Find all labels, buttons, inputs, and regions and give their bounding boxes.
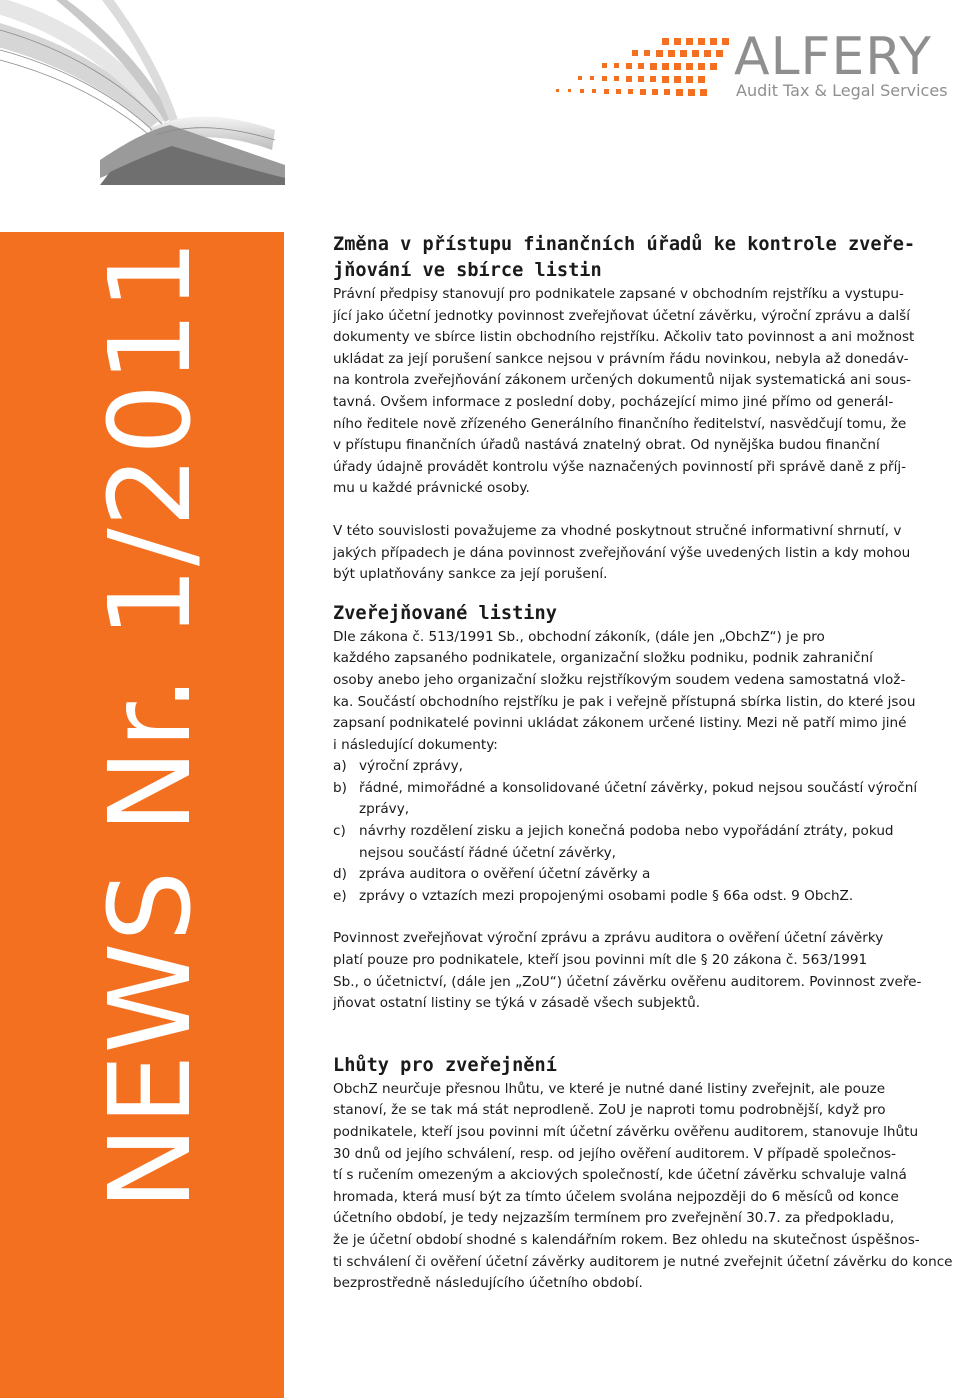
list-marker: c) <box>333 823 346 840</box>
logo-dot-pattern <box>550 30 730 105</box>
list-marker: a) <box>333 758 347 775</box>
text-line: Sb., o účetnictví, (dále jen „ZoU“) účetní závěrku ověřenu auditorem. Povinnost zveře- <box>333 973 922 990</box>
list-item-continuation: nejsou součástí řádné účetní závěrky, <box>359 844 616 861</box>
contact-fax: Fax: +420 221 111 788 <box>774 1318 930 1334</box>
text-line: V této souvislosti považujeme za vhodné poskytnout stručné informativní shrnutí, v <box>333 522 902 539</box>
intro-paragraph <box>333 284 948 500</box>
summary-paragraph <box>333 521 948 586</box>
text-line: bezprostředně následujícího účetního období. <box>333 1275 643 1292</box>
text-line: 30 dnů od jejího schválení, resp. od jejího ověření auditorem. V případě společnos- <box>333 1145 897 1162</box>
text-line: hromada, která musí být za tímto účelem svolána nejpozději do 6 měsíců od konce <box>333 1188 899 1205</box>
text-line: tavná. Ovšem informace z poslední doby, pocházející mimo jiné přímo od generál- <box>333 393 894 410</box>
text-line: v přístupu finančních úřadů nastává znatelný obrat. Od nynějška budou finanční <box>333 437 880 454</box>
list-item <box>333 864 948 886</box>
list-item <box>333 886 948 908</box>
text-line: úřady údajně provádět kontrolu výše naznačených povinností při správě daně z příj- <box>333 458 907 475</box>
section-heading-deadlines: Lhůty pro zveřejnění <box>333 1054 557 1076</box>
text-line: na kontrola zveřejňování zákonem určených dokumentů nijak systematická ani sous- <box>333 372 912 389</box>
list-item-text: výroční zprávy, <box>359 758 463 775</box>
list-item-text: řádné, mimořádné a konsolidované účetní závěrky, pokud nejsou součástí výroční <box>359 779 918 796</box>
list-item <box>333 756 948 778</box>
list-marker: b) <box>333 779 347 796</box>
text-line: ka. Součástí obchodního rejstříku je pak i veřejně přístupná sbírka listin, do které jsou <box>333 693 916 710</box>
text-line: účetního období, je tedy nejzazším termínem pro zveřejnění 30.7. za předpokladu, <box>333 1210 895 1227</box>
text-line: být uplatňovány sankce za její porušení. <box>333 566 608 583</box>
article-title-line: Změna v přístupu finančních úřadů ke kontrole zveře- <box>333 234 916 255</box>
article <box>333 232 953 1295</box>
article-title <box>333 232 948 284</box>
text-line: Dle zákona č. 513/1991 Sb., obchodní zákoník, (dále jen „ObchZ“) je pro <box>333 628 825 645</box>
text-line: zapsaní podnikatelé povinni ukládat zákonem určené listiny. Mezi ně patří mimo jiné <box>333 715 907 732</box>
text-line: jakých případech je dána povinnost zveřejňování výše uvedených listin a kdy mohou <box>333 544 911 561</box>
brand-name: ALFERY <box>734 27 932 87</box>
text-line: jňovat ostatní listiny se týká v zásadě všech subjektů. <box>333 995 701 1012</box>
contact-email[interactable]: E-mail: info@alferypartner.com <box>724 1338 930 1354</box>
section2-paragraph <box>333 1079 953 1295</box>
alfery-logo <box>550 27 955 105</box>
text-line: i následující dokumenty: <box>333 736 498 753</box>
text-line: osoby anebo jeho organizační složku rejstříkovým soudem vedena samostatná vlož- <box>333 671 906 688</box>
list-item-text: zpráva auditora o ověření účetní závěrky a <box>359 866 651 883</box>
list-marker: e) <box>333 887 347 904</box>
text-line: dokumenty ve sbírce listin obchodního rejstříku. Ačkoliv tato povinnost a ani možnost <box>333 329 915 346</box>
brand-tagline: Audit Tax & Legal Services <box>736 81 948 100</box>
document-list <box>333 756 948 907</box>
newsletter-issue-title: NEWS Nr. 1/2011 <box>86 238 216 1210</box>
text-line: platí pouze pro podnikatele, kteří jsou povinni mít dle § 20 zákona č. 563/1991 <box>333 952 868 969</box>
text-line: jící jako účetní jednotky povinnost zveřejňovat účetní závěrku, výroční zprávu a další <box>333 307 910 324</box>
list-item-text: návrhy rozdělení zisku a jejich konečná podoba nebo vypořádání ztráty, pokud <box>359 823 894 840</box>
audit-paragraph <box>333 928 948 1014</box>
contact-address: Václavské nám. 40, 110 00 Praha 1 <box>697 1280 930 1295</box>
list-marker: d) <box>333 866 347 883</box>
text-line: stanoví, že se tak má stát neprodleně. ZoU je naproti tomu podrobnější, když pro <box>333 1102 886 1119</box>
section-heading-published-documents: Zveřejňované listiny <box>333 602 557 624</box>
list-item <box>333 778 948 800</box>
book-illustration <box>0 0 290 185</box>
text-line: ti schválení či ověření účetní závěrky auditorem je nutné zveřejnit účetní závěrku do konce <box>333 1253 953 1270</box>
contact-website[interactable]: www.alferypartner.com <box>776 1357 930 1373</box>
text-line: podnikatele, kteří jsou povinni mít účetní závěrku ověřenu auditorem, stanovuje lhůtu <box>333 1124 919 1140</box>
text-line: mu u každé právnické osoby. <box>333 480 530 497</box>
contact-phone: Tel.: +420 221 111 777 <box>775 1299 930 1315</box>
text-line: ObchZ neurčuje přesnou lhůtu, ve které je nutné dané listiny zveřejnit, ale pouze <box>333 1080 886 1097</box>
text-line: tí s ručením omezeným a akciových společností, kde účetní závěrku schvaluje valná <box>333 1167 907 1184</box>
text-line: ního ředitele nově zřízeného Generálního finančního ředitelství, nasvědčují tomu, že <box>333 415 907 432</box>
text-line: Povinnost zveřejňovat výroční zprávu a zprávu auditora o ověření účetní závěrky <box>333 930 884 947</box>
text-line: že je účetní období shodné s kalendářním rokem. Bez ohledu na skutečnost úspěšnos- <box>333 1231 920 1248</box>
list-item <box>333 821 948 843</box>
article-title-line: jňování ve sbírce listin <box>333 260 602 281</box>
text-line: Právní předpisy stanovují pro podnikatele zapsané v obchodním rejstříku a vystupu- <box>333 286 904 302</box>
section1-paragraph <box>333 627 948 757</box>
list-item-text: zprávy o vztazích mezi propojenými osobami podle § 66a odst. 9 ObchZ. <box>359 887 854 904</box>
list-item-continuation: zprávy, <box>359 801 410 818</box>
text-line: každého zapsaného podnikatele, organizační složku podniku, podnik zahraniční <box>333 650 873 667</box>
text-line: ukládat za její porušení sankce nejsou v právním řádu novinkou, nebyla až donedáv- <box>333 350 909 367</box>
